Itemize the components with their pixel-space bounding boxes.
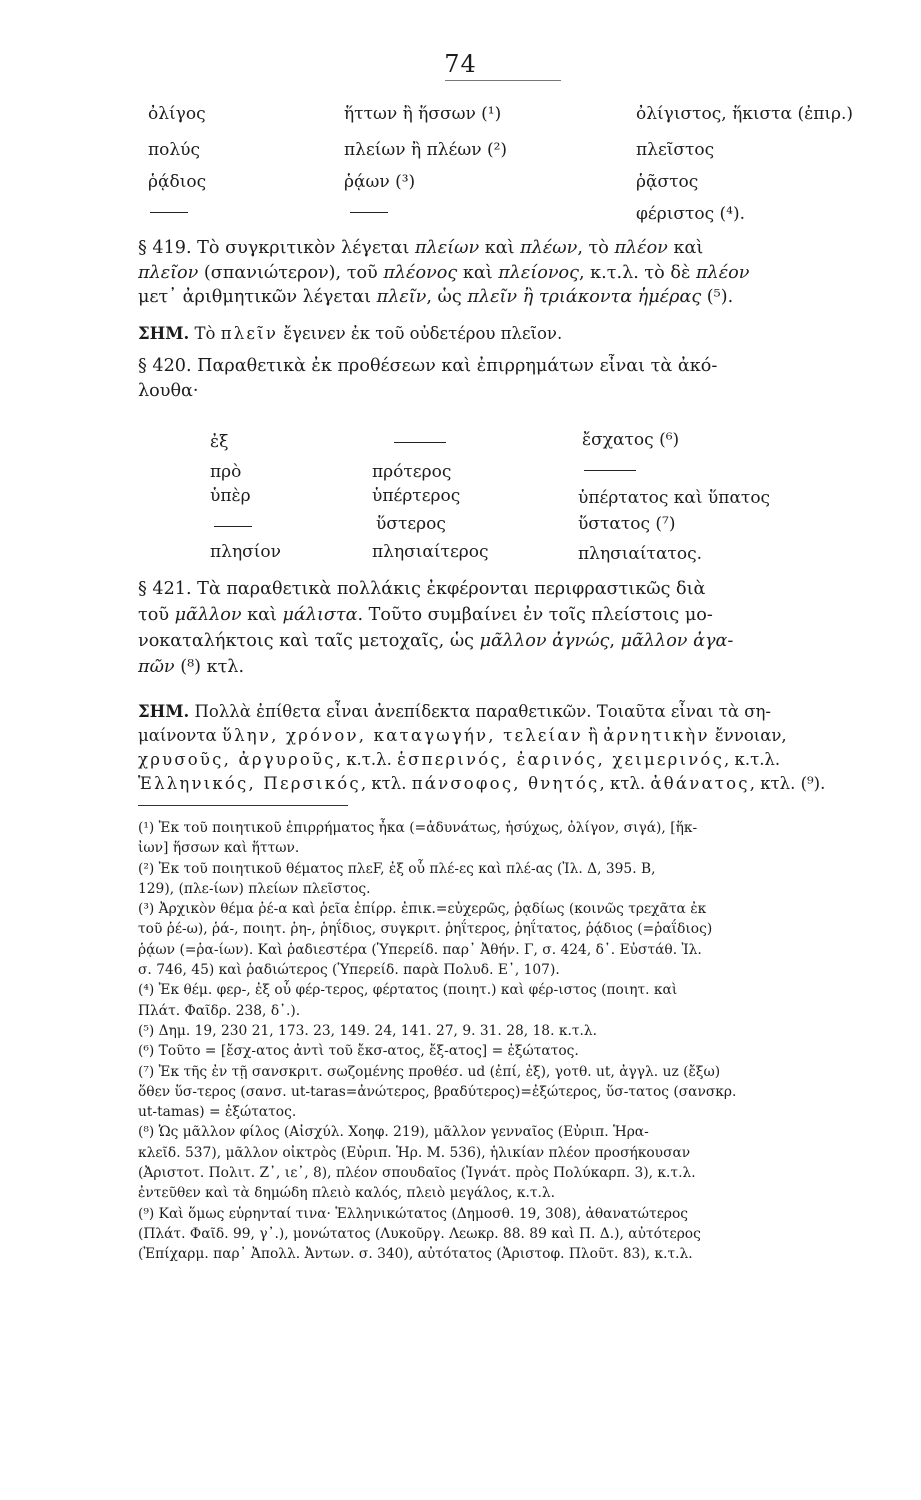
page-number-rule	[445, 80, 561, 81]
footnote-4: (⁴) Ἐκ θέμ. φερ-, ἐξ οὗ φέρ-τερος, φέρτατος (ποιητ.) καὶ φέρ-ιστος (ποιητ. καὶ	[138, 982, 678, 999]
superlative-form: ἔσχατος (⁶)	[582, 430, 680, 450]
superlative-form: ὀλίγιστος, ἥκιστα (ἐπιρ.)	[636, 104, 854, 124]
note-shm-1: ΣΗΜ. Τὸ πλεῖν ἔγεινεν ἐκ τοῦ οὐδετέρου πλεῖον.	[138, 324, 563, 343]
empty-dash	[394, 432, 446, 452]
page-number: 74	[444, 50, 477, 78]
comparative-form: ῥᾴων (³)	[344, 172, 416, 192]
superlative-form: φέριστος (⁴).	[636, 204, 746, 224]
empty-dash	[150, 202, 188, 222]
superlative-form: πλεῖστος	[636, 140, 715, 160]
footnote-3: (³) Ἀρχικὸν θέμα ῥέ-α καὶ ῥεῖα ἐπίρρ. ἐπικ.=εὐχερῶς, ῥᾳδίως (κοινῶς τρεχᾶτα ἐκ	[138, 901, 707, 918]
footnote-1: (¹) Ἐκ τοῦ ποιητικοῦ ἐπιρρήματος ἦκα (=ἀδυνάτως, ἡσύχως, ὀλίγον, σιγά), [ἥκ-	[138, 820, 698, 836]
empty-dash	[584, 460, 636, 480]
note-shm-2: ΣΗΜ. Πολλὰ ἐπίθετα εἶναι ἀνεπίδεκτα παραθετικῶν. Τοιαῦτα εἶναι τὰ ση- μαίνοντα ὕλην, χρόνον, καταγωγήν, τελείαν ἢ ἀρνητικὴν ἔννοιαν, χρυσοῦς, ἀργυροῦς, κ.τ.λ. ἑσπερινός, ἐαρινός, χειμερινός, κ.τ.λ. Ἑλληνικός, Περσικός, κτλ. πάνσοφος, θνητός, κτλ. ἀθάνατος, κτλ. (⁹).	[138, 702, 826, 793]
footnote-9: (⁹) Καὶ ὅμως εὑρηνταί τινα· Ἑλληνικώτατος (Δημοσθ. 19, 308), ἀθανατώτερος	[138, 1205, 688, 1222]
footnote-7: (⁷) Ἐκ τῆς ἐν τῇ σανσκριτ. σωζομένης προθέσ. ud (ἐπί, ἐξ), γοτθ. ut, ἀγγλ. uz (ἔξω)	[138, 1063, 721, 1080]
superlative-form: ὑπέρτατος καὶ ὕπατος	[578, 488, 771, 508]
section-421: § 421. Τὰ παραθετικὰ πολλάκις ἐκφέρονται περιφραστικῶς διὰ τοῦ μᾶλλον καὶ μάλιστα. Τοῦτο συμβαίνει ἐν τοῖς πλείστοις μο- νοκαταλήκτοις καὶ ταῖς μετοχαῖς, ὡς μᾶλλον ἀγνώς, μᾶλλον ἀγα- πῶν (⁸) κτλ.	[138, 579, 734, 677]
footnote-separator	[138, 805, 348, 806]
preposition: πρὸ	[210, 462, 242, 482]
positive-form: ῥᾴδιος	[148, 172, 207, 192]
section-419: § 419. Τὸ συγκριτικὸν λέγεται πλείων καὶ πλέων, τὸ πλέον καὶ πλεῖον (σπανιώτερον), τοῦ πλέονος καὶ πλείονος, κ.τ.λ. τὸ δὲ πλέον μετ᾽ ἀριθμητικῶν λέγεται πλεῖν, ὡς πλεῖν ἢ τριάκοντα ἡμέρας (⁵).	[138, 238, 750, 307]
superlative-form: ῥᾷστος	[636, 172, 699, 192]
empty-dash	[350, 202, 388, 222]
positive-form: ὀλίγος	[148, 104, 206, 124]
superlative-form: πλησιαίτατος.	[578, 544, 702, 564]
footnote-2: (²) Ἐκ τοῦ ποιητικοῦ θέματος πλεF, ἐξ οὗ πλέ-ες καὶ πλέ-ας (Ἰλ. Δ, 395. Β,	[138, 860, 656, 877]
preposition: ὑπὲρ	[210, 486, 251, 506]
comparative-form: πλείων ἢ πλέων (²)	[344, 140, 508, 160]
comparative-form: πρότερος	[372, 462, 452, 482]
superlative-form: ὕστατος (⁷)	[578, 514, 676, 534]
footnotes: (¹) Ἐκ τοῦ ποιητικοῦ ἐπιρρήματος ἦκα (=ἀδυνάτως, ἡσύχως, ὀλίγον, σιγά), [ἥκ- ἰων] ἥσσων καὶ ἥττων. (²) Ἐκ τοῦ ποιητικοῦ θέματος πλεF, ἐξ οὗ πλέ-ες καὶ πλέ-ας (Ἰλ. Δ, 395. Β, 129), (πλε-ίων) πλείων πλεῖστος. (³) Ἀρχικὸν θέμα ῥέ-α καὶ ῥεῖα ἐπίρρ. ἐπικ.=εὐχερῶς, ῥᾳδίως (κοινῶς τρεχᾶτα ἐκ τοῦ ῥέ-ω), ῥά-, ποιητ. ῥη-, ῥηΐδιος, συγκριτ. ῥηΐτερος, ῥηΐτατος, ῥᾴδιος (=ῥαΐδιος) ῥᾴων (=ῥα-ίων). Καὶ ῥαδιεστέρα (Ὑπερείδ. παρ᾽ Ἀθήν. Γ, σ. 424, δ᾽. Εὐστάθ. Ἰλ. σ. 746, 45) καὶ ῥαδιώτερος (Ὑπερείδ. παρὰ Πολυδ. Ε᾽, 107). (⁴) Ἐκ θέμ. φερ-, ἐξ οὗ φέρ-τερος, φέρτατος (ποιητ.) καὶ φέρ-ιστος (ποιητ. καὶ Πλάτ. Φαῖδρ. 238, δ᾽.). (⁵) Δημ. 19, 230 21, 173. 23, 149. 24, 141. 27, 9. 31. 28, 18. κ.τ.λ. (⁶) Τοῦτο = [ἔσχ-ατος ἀντὶ τοῦ ἔκσ-ατος, ἔξ-ατος] = ἐξώτατος. (⁷) Ἐκ τῆς ἐν τῇ σανσκριτ. σωζομένης προθέσ. ud (ἐπί, ἐξ), γοτθ. ut, ἀγγλ. uz (ἔξω) ὅθεν ὕσ-τερος (σανσ. ut-taras=ἀνώτερος, βραδύτερος)=ἐξώτερος, ὕσ-τατος (σανσκρ. ut-tamas) = ἐξώτατος. (⁸) Ὡς μᾶλλον φίλος (Αἰσχύλ. Χοηφ. 219), μᾶλλον γενναῖος (Εὐριπ. Ἡρα- κλεῖδ. 537), μᾶλλον οἰκτρὸς (Εὐριπ. Ἡρ. Μ. 536), ἡλικίαν πλέον προσήκουσαν (Ἀριστοτ. Πολιτ. Ζ᾽, ιε᾽, 8), πλέον σπουδαῖος (Ἰγνάτ. πρὸς Πολύκαρπ. 3), κ.τ.λ. ἐντεῦθεν καὶ τὰ δημώδη πλειὸ καλός, πλειὸ μεγάλος, κ.τ.λ. (⁹) Καὶ ὅμως εὑρηνταί τινα· Ἑλληνικώτατος (Δημοσθ. 19, 308), ἀθανατώτερος (Πλάτ. Φαῖδ. 99, γ᾽.), μονώτατος (Λυκοῦργ. Λεωκρ. 88. 89 καὶ Π. Δ.), αὐτότερος (Ἐπίχαρμ. παρ᾽ Ἀπολλ. Ἀντων. σ. 340), αὐτότατος (Ἀριστοφ. Πλοῦτ. 83), κ.τ.λ.	[138, 818, 880, 1265]
section-420: § 420. Παραθετικὰ ἐκ προθέσεων καὶ ἐπιρρημάτων εἶναι τὰ ἀκό- λουθα·	[138, 356, 718, 401]
preposition: πλησίον	[210, 542, 281, 562]
footnote-5: (⁵) Δημ. 19, 230 21, 173. 23, 149. 24, 141. 27, 9. 31. 28, 18. κ.τ.λ.	[138, 1022, 598, 1039]
footnote-6: (⁶) Τοῦτο = [ἔσχ-ατος ἀντὶ τοῦ ἔκσ-ατος, ἔξ-ατος] = ἐξώτατος.	[138, 1043, 579, 1060]
positive-form: πολύς	[148, 140, 201, 160]
preposition: ἐξ	[210, 432, 229, 452]
comparative-form: ὕστερος	[376, 514, 446, 534]
footnote-8: (⁸) Ὡς μᾶλλον φίλος (Αἰσχύλ. Χοηφ. 219), μᾶλλον γενναῖος (Εὐριπ. Ἡρα-	[138, 1124, 649, 1141]
comparative-form: ἥττων ἢ ἥσσων (¹)	[344, 104, 502, 124]
comparative-form: ὑπέρτερος	[372, 486, 461, 506]
comparative-form: πλησιαίτερος	[372, 542, 489, 562]
empty-dash	[214, 516, 252, 536]
